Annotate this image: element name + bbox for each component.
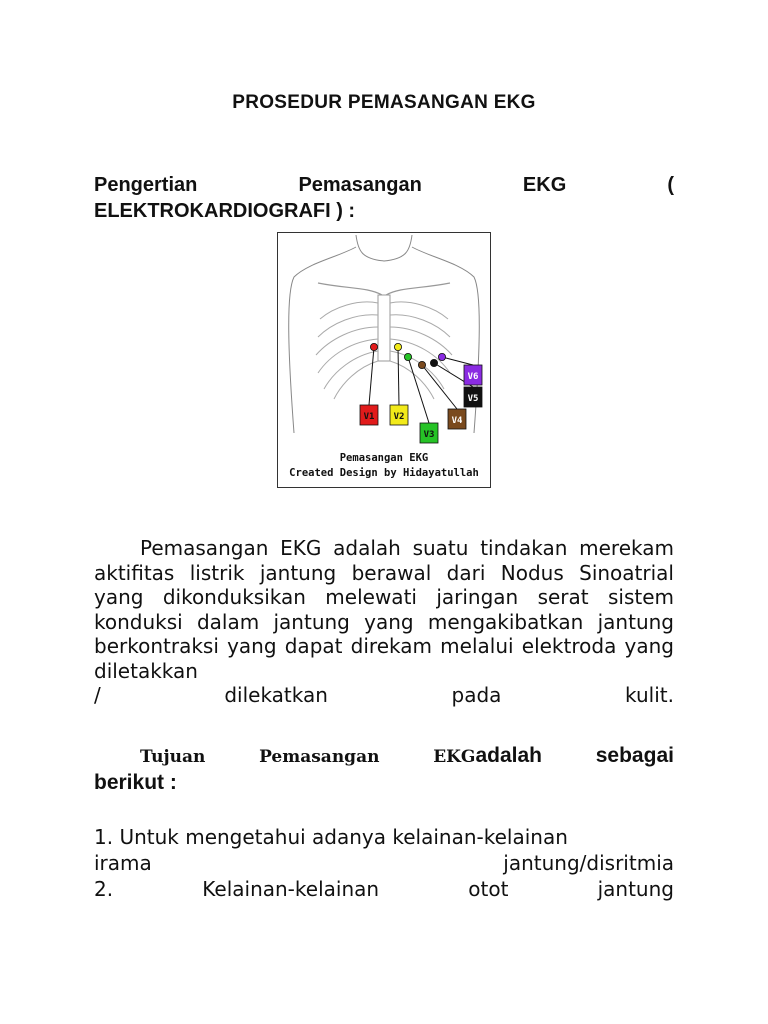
paragraph-word: / (94, 683, 101, 707)
paragraph-word: pada (451, 683, 502, 707)
heading-word: EKG (522, 174, 567, 196)
figure-caption-line1: Pemasangan EKG (339, 452, 429, 464)
heading-word: ( (667, 174, 674, 196)
purpose-word: sebagai (595, 743, 674, 767)
electrode-leader-line (369, 347, 374, 405)
definition-heading-line1 (94, 172, 674, 198)
purpose-list (94, 824, 674, 902)
electrode-dot-v4 (418, 361, 425, 368)
purpose-heading-line1 (94, 742, 674, 770)
list-word: otot (468, 876, 509, 901)
electrode-dot-v6 (438, 353, 445, 360)
electrode-leader-line (422, 365, 457, 409)
page-title: PROSEDUR PEMASANGAN EKG (232, 92, 536, 113)
list-word: jantung (597, 876, 674, 901)
definition-last-line (94, 683, 674, 708)
figure-caption-line2: Created Design by Hidayatullah (289, 467, 479, 479)
purpose-word: EKG (433, 746, 476, 767)
definition-heading (94, 172, 674, 224)
paragraph-word: dilekatkan (224, 683, 328, 707)
electrode-label-v6: V6 (467, 372, 479, 382)
purpose-word: Pemasangan (259, 746, 380, 767)
chest-illustration (278, 233, 490, 487)
list-item-1-line1: 1. Untuk mengetahui adanya kelainan-kelainan (94, 824, 568, 849)
electrode-leader-line (442, 357, 473, 365)
purpose-word: Tujuan (140, 746, 206, 767)
list-word: Kelainan-kelainan (202, 876, 380, 901)
electrode-leader-line (398, 347, 399, 405)
electrode-dot-v3 (404, 353, 411, 360)
electrode-label-v1: V1 (363, 412, 375, 422)
electrode-label-v4: V4 (451, 416, 463, 426)
definition-heading-line2: ELEKTROKARDIOGRAFI ) : (94, 200, 356, 222)
purpose-word-group (433, 742, 542, 770)
electrode-dot-v5 (430, 359, 437, 366)
purpose-heading-line2: berikut : (94, 770, 177, 794)
electrode-dot-v1 (370, 343, 377, 350)
list-word: irama (94, 850, 152, 875)
list-word: 2. (94, 876, 114, 901)
definition-body: Pemasangan EKG adalah suatu tindakan merekam aktifitas listrik jantung berawal dari Nodus Sinoatrial yang dikonduksikan melewati jaringan serat sistem konduksi dalam jantung yang mengakibatkan jantung berkontraksi yang dapat direkam melalui elektroda yang diletakkan (94, 536, 674, 683)
list-word: jantung/disritmia (503, 850, 674, 875)
electrode-label-v5: V5 (467, 394, 479, 404)
figure-caption (278, 451, 490, 481)
purpose-heading (94, 742, 674, 796)
heading-word: Pemasangan (298, 174, 422, 196)
paragraph-word: kulit. (625, 683, 674, 707)
ekg-placement-figure (277, 232, 491, 488)
electrode-label-v3: V3 (423, 430, 435, 440)
electrode-label-v2: V2 (393, 412, 405, 422)
purpose-word: adalah (475, 743, 542, 767)
electrode-dot-v2 (394, 343, 401, 350)
heading-word: Pengertian (94, 174, 198, 196)
definition-paragraph (94, 536, 674, 708)
list-item-1-line2 (94, 850, 674, 876)
list-item-2 (94, 876, 674, 902)
rib-cage (316, 302, 452, 399)
